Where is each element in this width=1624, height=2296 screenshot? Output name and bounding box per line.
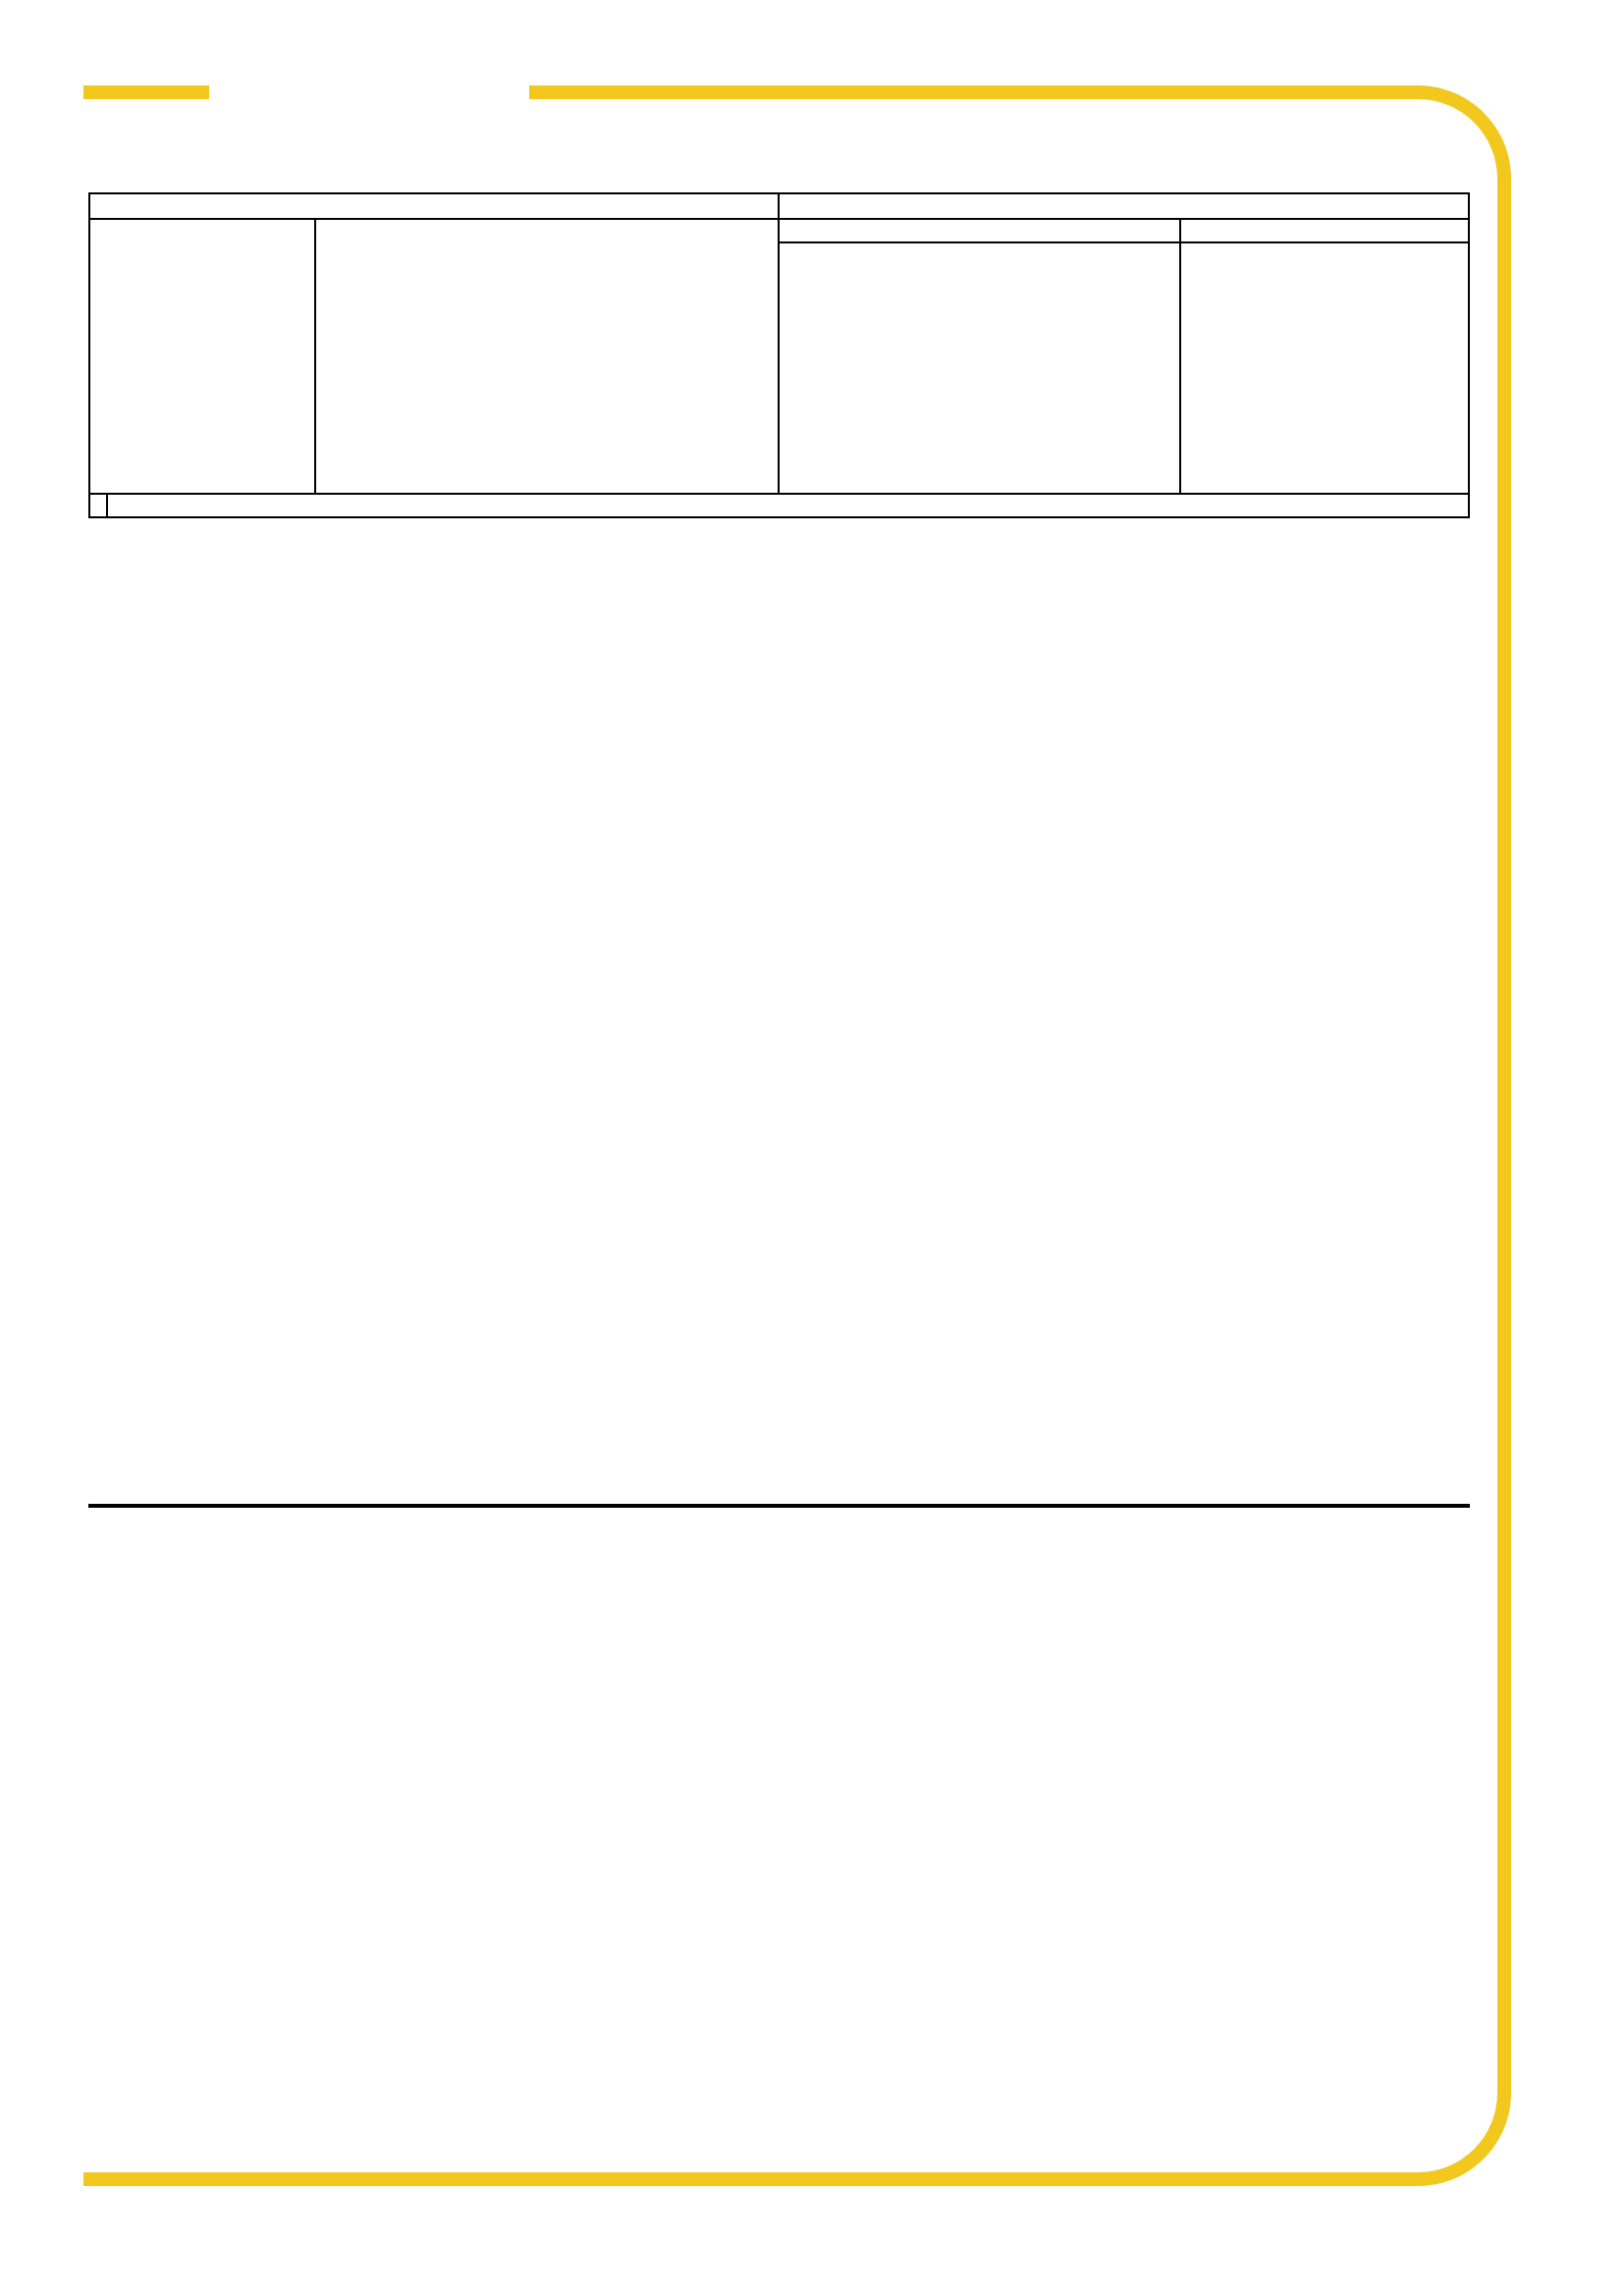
range-row [780, 468, 1468, 493]
logo-background-mask [209, 79, 529, 106]
range-row [780, 368, 1468, 393]
nominal-right-block [778, 220, 1468, 493]
code-cell [316, 318, 778, 343]
min-set-range-cell [1179, 318, 1468, 343]
table-header-row [90, 194, 1468, 218]
section-measuring-set-range [90, 493, 1468, 516]
range-cell [780, 468, 1179, 493]
subheader-range [780, 220, 1179, 241]
range-cell [780, 443, 1179, 467]
min-set-range-cell [1179, 443, 1468, 467]
nominal-left-block [90, 220, 778, 493]
code-cell [316, 368, 778, 393]
range-row [780, 344, 1468, 368]
code-description-table [88, 192, 1470, 518]
code-cell [316, 243, 778, 268]
column-header-description [778, 194, 1468, 218]
code-cell [316, 294, 778, 318]
range-cell [780, 268, 1179, 293]
min-set-range-cell [1179, 344, 1468, 368]
code-cell [316, 443, 778, 467]
code-cell [316, 468, 778, 493]
min-set-range-cell [1179, 468, 1468, 493]
range-cell [780, 418, 1179, 443]
min-set-range-cell [1179, 294, 1468, 318]
range-cell [780, 294, 1179, 318]
min-set-range-cell [1179, 393, 1468, 417]
brand-logo [226, 33, 228, 112]
nominal-codes-column [316, 220, 778, 493]
range-row [780, 443, 1468, 467]
min-set-range-cell [1179, 268, 1468, 293]
range-cell [780, 368, 1179, 393]
code-cell [316, 418, 778, 443]
range-subheader-row [780, 220, 1468, 243]
min-set-range-cell [1179, 243, 1468, 268]
range-cell [780, 243, 1179, 268]
range-cell [780, 318, 1179, 343]
section-label [90, 220, 316, 493]
min-set-range-cell [1179, 368, 1468, 393]
range-row [780, 318, 1468, 343]
column-header-code [90, 194, 778, 218]
range-row [780, 393, 1468, 417]
range-row [780, 418, 1468, 443]
code-cell [316, 268, 778, 293]
display-config-table [88, 1504, 1470, 1508]
range-cell [780, 393, 1179, 417]
section-nominal-measuring-ranges [90, 218, 1468, 493]
range-row [780, 243, 1468, 268]
range-row [780, 268, 1468, 293]
code-cell [316, 344, 778, 368]
range-row [780, 294, 1468, 318]
subheader-min-set-range [1179, 220, 1468, 241]
min-set-range-cell [1179, 418, 1468, 443]
range-cell [780, 344, 1179, 368]
section-label [90, 495, 108, 516]
code-cell [316, 393, 778, 417]
